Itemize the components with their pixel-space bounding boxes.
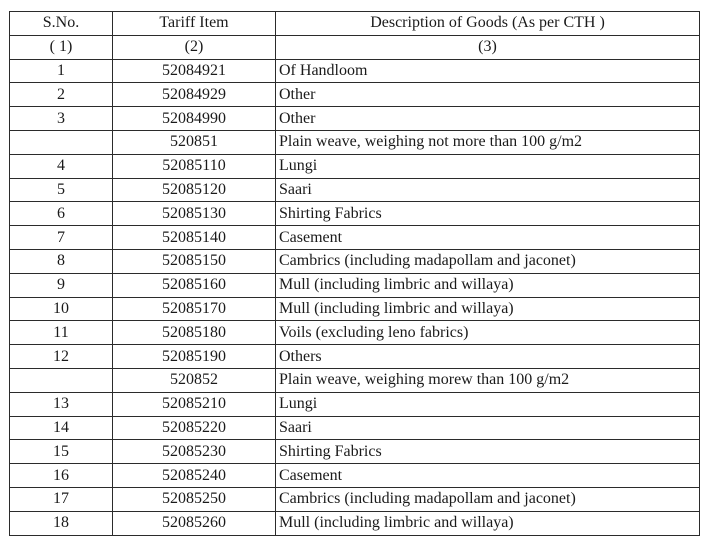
- header-description: Description of Goods (As per CTH ): [276, 12, 700, 36]
- column-number-3: (3): [276, 35, 700, 59]
- cell-tariff-item: 52085140: [113, 226, 276, 250]
- table-row: [10, 130, 700, 154]
- cell-sno: 6: [10, 202, 113, 226]
- cell-tariff-item: 52085130: [113, 202, 276, 226]
- cell-description: Other: [276, 83, 700, 107]
- column-number-row: [10, 35, 700, 59]
- table-row: [10, 511, 700, 535]
- table-row: [10, 440, 700, 464]
- cell-description: Casement: [276, 226, 700, 250]
- cell-sno: 12: [10, 345, 113, 369]
- cell-description: Saari: [276, 178, 700, 202]
- header-tariff-item: Tariff Item: [113, 12, 276, 36]
- cell-tariff-item: 52085190: [113, 345, 276, 369]
- table-row: [10, 107, 700, 131]
- table-row: [10, 83, 700, 107]
- cell-sno: [10, 130, 113, 154]
- cell-tariff-item: 52085220: [113, 416, 276, 440]
- cell-tariff-item: 52085180: [113, 321, 276, 345]
- cell-tariff-item: 520851: [113, 130, 276, 154]
- cell-description: Shirting Fabrics: [276, 440, 700, 464]
- table-row: [10, 202, 700, 226]
- table-row: [10, 464, 700, 488]
- table-row: [10, 59, 700, 83]
- cell-tariff-item: 52085170: [113, 297, 276, 321]
- table-row: [10, 321, 700, 345]
- cell-sno: 5: [10, 178, 113, 202]
- cell-description: Other: [276, 107, 700, 131]
- cell-sno: 3: [10, 107, 113, 131]
- cell-description: Mull (including limbric and willaya): [276, 273, 700, 297]
- table-row: [10, 392, 700, 416]
- cell-description: Mull (including limbric and willaya): [276, 297, 700, 321]
- cell-sno: 10: [10, 297, 113, 321]
- header-sno: S.No.: [10, 12, 113, 36]
- cell-tariff-item: 520852: [113, 368, 276, 392]
- cell-description: Cambrics (including madapollam and jaconet): [276, 487, 700, 511]
- cell-sno: 9: [10, 273, 113, 297]
- cell-tariff-item: 52085230: [113, 440, 276, 464]
- cell-description: Plain weave, weighing not more than 100 g/m2: [276, 130, 700, 154]
- column-number-2: (2): [113, 35, 276, 59]
- cell-sno: [10, 368, 113, 392]
- cell-sno: 18: [10, 511, 113, 535]
- tariff-body: [10, 59, 700, 535]
- cell-description: Lungi: [276, 392, 700, 416]
- cell-tariff-item: 52085120: [113, 178, 276, 202]
- table-row: [10, 154, 700, 178]
- cell-description: Others: [276, 345, 700, 369]
- column-number-1: ( 1): [10, 35, 113, 59]
- table-row: [10, 487, 700, 511]
- cell-sno: 11: [10, 321, 113, 345]
- cell-description: Casement: [276, 464, 700, 488]
- cell-tariff-item: 52085240: [113, 464, 276, 488]
- table-row: [10, 297, 700, 321]
- cell-description: Saari: [276, 416, 700, 440]
- table-row: [10, 345, 700, 369]
- cell-sno: 7: [10, 226, 113, 250]
- cell-description: Of Handloom: [276, 59, 700, 83]
- cell-tariff-item: 52085150: [113, 249, 276, 273]
- cell-description: Shirting Fabrics: [276, 202, 700, 226]
- cell-description: Plain weave, weighing morew than 100 g/m2: [276, 368, 700, 392]
- cell-tariff-item: 52085160: [113, 273, 276, 297]
- table-row: [10, 226, 700, 250]
- cell-sno: 8: [10, 249, 113, 273]
- cell-sno: 1: [10, 59, 113, 83]
- cell-description: Voils (excluding leno fabrics): [276, 321, 700, 345]
- cell-sno: 17: [10, 487, 113, 511]
- table-row: [10, 273, 700, 297]
- cell-tariff-item: 52084921: [113, 59, 276, 83]
- table-row: [10, 178, 700, 202]
- cell-tariff-item: 52085250: [113, 487, 276, 511]
- cell-tariff-item: 52084929: [113, 83, 276, 107]
- cell-sno: 16: [10, 464, 113, 488]
- cell-sno: 2: [10, 83, 113, 107]
- cell-sno: 4: [10, 154, 113, 178]
- cell-description: Lungi: [276, 154, 700, 178]
- cell-tariff-item: 52085110: [113, 154, 276, 178]
- table-row: [10, 368, 700, 392]
- cell-tariff-item: 52085260: [113, 511, 276, 535]
- cell-tariff-item: 52085210: [113, 392, 276, 416]
- cell-sno: 13: [10, 392, 113, 416]
- cell-tariff-item: 52084990: [113, 107, 276, 131]
- cell-description: Mull (including limbric and willaya): [276, 511, 700, 535]
- cell-sno: 15: [10, 440, 113, 464]
- table-row: [10, 416, 700, 440]
- cell-sno: 14: [10, 416, 113, 440]
- header-row: [10, 12, 700, 36]
- table-row: [10, 249, 700, 273]
- cell-description: Cambrics (including madapollam and jaconet): [276, 249, 700, 273]
- tariff-table: [9, 11, 700, 536]
